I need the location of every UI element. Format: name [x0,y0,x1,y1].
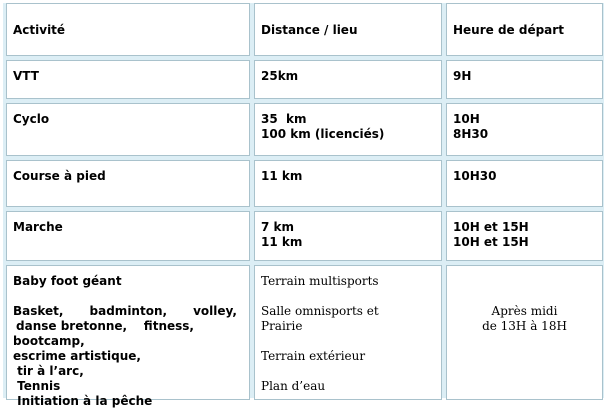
table-cell-activity [6,60,250,99]
table-cell-activity [6,211,250,261]
activity-line: Tennis [13,379,61,393]
table-cell-time [446,60,603,99]
activity-line: bootcamp, [13,334,85,348]
place: Terrain extérieur [261,349,366,363]
time-range-value: de 13H à 18H [482,319,567,333]
activity-name: Course à pied [13,169,106,183]
table-cell-distance [254,60,442,99]
header-activity-label: Activité [13,23,66,37]
table-cell-time-range [446,265,603,400]
table-cell-places [254,265,442,400]
time-range-label: Après midi [491,304,558,318]
activity-word: Basket, [13,304,64,318]
distance-value: 7 km [261,220,295,234]
header-time-label: Heure de départ [453,23,564,37]
header-distance-label: Distance / lieu [261,23,358,37]
activity-name: VTT [13,69,39,83]
time-value: 8H30 [453,127,489,141]
header-time [446,3,603,56]
table-cell-activity [6,103,250,156]
activity-line: escrime artistique, [13,349,141,363]
header-distance [254,3,442,56]
spacer [453,274,596,289]
spacer [261,289,435,304]
table-cell-time [446,103,603,156]
activity-name: Cyclo [13,112,50,126]
table-cell-distance [254,211,442,261]
distance-value: 25km [261,69,299,83]
time-value: 10H et 15H [453,220,529,234]
time-value: 10H30 [453,169,497,183]
table-cell-activity-list [6,265,250,408]
place: Prairie [261,319,303,333]
distance-value: 100 km (licenciés) [261,127,385,141]
place: Salle omnisports et [261,304,379,318]
activity-line [13,304,243,319]
time-value: 9H [453,69,472,83]
table-cell-distance [254,160,442,207]
spacer [261,364,435,379]
place: Terrain multisports [261,274,379,288]
activity-word: volley, [193,304,237,318]
distance-value: 11 km [261,235,303,249]
place: Plan d’eau [261,379,326,393]
header-activity [6,3,250,56]
table-cell-distance [254,103,442,156]
spacer [453,289,596,304]
time-value: 10H [453,112,480,126]
activity-line: tir à l’arc, [13,364,84,378]
distance-value: 11 km [261,169,303,183]
activity-name: Marche [13,220,63,234]
activity-word: badminton, [89,304,168,318]
activity-title: Baby foot géant [13,274,122,288]
activities-table [3,3,604,408]
table-cell-time [446,211,603,261]
activity-line: danse bretonne, fitness, [16,319,194,333]
spacer [261,334,435,349]
distance-value: 35 km [261,112,307,126]
table-cell-time [446,160,603,207]
table-cell-activity [6,160,250,207]
time-value: 10H et 15H [453,235,529,249]
spacer [13,289,243,304]
activity-line: Initiation à la pêche [13,394,153,408]
